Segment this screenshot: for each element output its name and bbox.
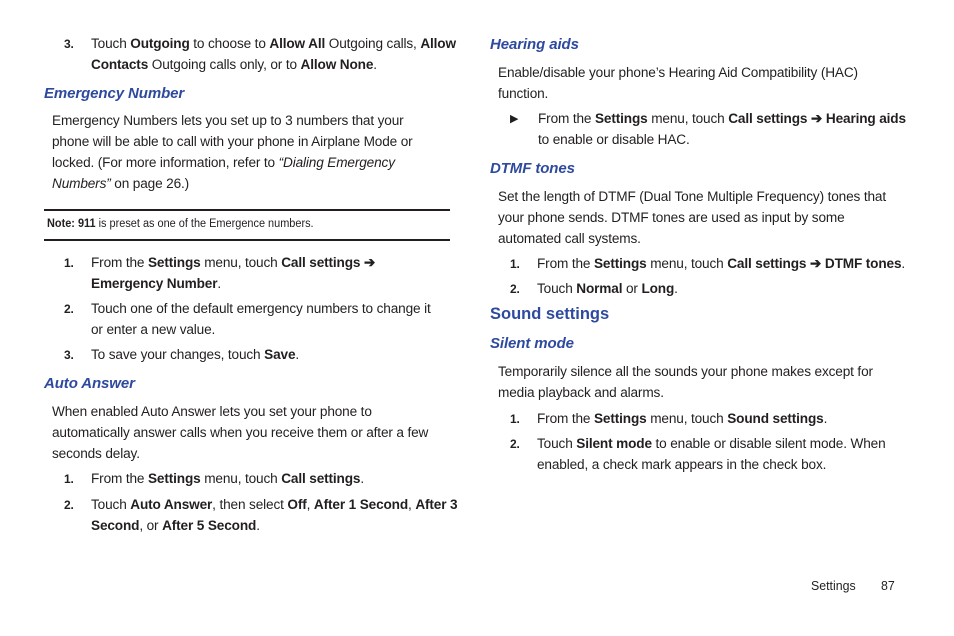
text-run: From the	[537, 411, 594, 427]
paragraph	[52, 402, 436, 465]
section-heading: Auto Answer	[44, 375, 135, 392]
step-text	[537, 434, 886, 476]
ui-term: After 1 Second	[313, 497, 409, 513]
ui-term: Contacts	[91, 57, 149, 73]
step-number: 1.	[510, 257, 520, 271]
text-run: Touch	[91, 497, 131, 513]
paragraph	[498, 63, 888, 105]
step-text	[91, 345, 299, 366]
text-run: to enable or disable silent mode. When	[651, 436, 886, 452]
note-box	[44, 209, 450, 241]
ui-term: Settings	[147, 471, 201, 487]
text-run: .	[360, 471, 364, 487]
ui-term: Long	[641, 281, 675, 297]
text-run: Touch	[537, 281, 577, 297]
ui-term: Normal	[576, 281, 623, 297]
text-run: or	[622, 281, 642, 297]
step-text	[91, 299, 431, 341]
ui-term: Second	[91, 518, 140, 534]
ui-term: Sound settings	[727, 411, 824, 427]
ui-term: Outgoing	[130, 36, 190, 52]
ui-term: Settings	[594, 111, 648, 127]
text-run: seconds delay.	[52, 446, 140, 462]
text-run: Temporarily silence all the sounds your phone makes except for	[498, 364, 873, 380]
text-run: ,	[306, 497, 314, 513]
text-run: menu, touch	[647, 111, 729, 127]
step-number: 3.	[64, 37, 74, 51]
text-run: Set the length of DTMF (Dual Tone Multiple Frequency) tones that	[498, 189, 886, 205]
text-run: .	[674, 281, 678, 297]
text-run: menu, touch	[646, 256, 728, 272]
text-run: to choose to	[189, 36, 270, 52]
section-heading: Hearing aids	[490, 36, 579, 53]
text-run: From the	[538, 111, 595, 127]
step-number: 2.	[64, 498, 74, 512]
ui-term: Call settings ➔	[281, 255, 376, 271]
text-run: Touch	[537, 436, 577, 452]
text-run: .	[373, 57, 377, 73]
note-label: Note: 911	[47, 218, 96, 230]
text-run: .	[256, 518, 260, 534]
cross-reference: “Dialing Emergency	[278, 155, 395, 171]
text-run: .	[217, 276, 222, 292]
text-run: , then select	[212, 497, 288, 513]
text-run: enabled, a check mark appears in the check box.	[537, 457, 827, 473]
ui-term: Allow None	[300, 57, 374, 73]
text-run: on page 26.)	[110, 176, 190, 192]
text-run: is preset as one of the Emergence numbers.	[95, 218, 314, 230]
page-number: 87	[881, 578, 895, 593]
text-run: or enter a new value.	[91, 322, 216, 338]
step-text	[91, 34, 456, 76]
ui-term: Settings	[147, 255, 201, 271]
ui-term: After 5 Second	[162, 518, 257, 534]
text-run: menu, touch	[646, 411, 728, 427]
text-run: locked. (For more information, refer to	[52, 155, 279, 171]
footer-section: Settings	[811, 578, 856, 593]
text-run: .	[295, 347, 300, 363]
step-text	[91, 253, 375, 295]
section-heading: Emergency Number	[44, 85, 185, 102]
text-run: your phone sends. DTMF tones are used as input by some	[498, 210, 845, 226]
step-text	[537, 409, 827, 430]
step-text	[91, 469, 364, 490]
text-run: To save your changes, touch	[91, 347, 265, 363]
paragraph	[498, 362, 888, 404]
text-run: Emergency Numbers lets you set up to 3 numbers that your	[52, 113, 404, 129]
step-text	[537, 279, 678, 300]
section-heading: Silent mode	[490, 335, 574, 352]
text-run: Enable/disable your phone’s Hearing Aid Compatibility (HAC)	[498, 65, 858, 81]
cross-reference: Numbers”	[52, 176, 111, 192]
step-number: 2.	[510, 282, 520, 296]
text-run: function.	[498, 86, 549, 102]
step-number: 2.	[64, 302, 74, 316]
text-run: Touch	[91, 36, 131, 52]
text-run: ,	[408, 497, 416, 513]
ui-term: After 3	[415, 497, 458, 513]
step-number: 3.	[64, 348, 74, 362]
ui-term: Save	[264, 347, 296, 363]
ui-term: Call settings ➔ Hearing aids	[728, 111, 906, 127]
text-run: phone will be able to call with your phone in Airplane Mode or	[52, 134, 413, 150]
text-run: .	[823, 411, 828, 427]
ui-term: Call settings	[281, 471, 361, 487]
text-run: , or	[139, 518, 163, 534]
step-text	[91, 495, 457, 537]
text-run: automatically answer calls when you receive them or after a few	[52, 425, 429, 441]
text-run: Touch one of the default emergency numbers to change it	[91, 301, 431, 317]
step-number: 2.	[510, 437, 520, 451]
ui-term: Auto Answer	[130, 497, 213, 513]
text-run: .	[901, 256, 906, 272]
text-run: From the	[537, 256, 594, 272]
bullet-arrow-icon: ▶	[510, 113, 519, 125]
ui-term: Allow	[420, 36, 456, 52]
step-number: 1.	[64, 472, 74, 486]
ui-term: Silent mode	[576, 436, 652, 452]
ui-term: Off	[287, 497, 307, 513]
text-run: menu, touch	[200, 255, 282, 271]
text-run: media playback and alarms.	[498, 385, 664, 401]
text-run: From the	[91, 471, 148, 487]
text-run: automated call systems.	[498, 231, 641, 247]
section-title: Sound settings	[490, 305, 610, 323]
text-run: menu, touch	[200, 471, 282, 487]
ui-term: Settings	[593, 411, 647, 427]
paragraph	[52, 111, 436, 195]
text-run: When enabled Auto Answer lets you set your phone to	[52, 404, 372, 420]
ui-term: Call settings ➔ DTMF tones	[727, 256, 902, 272]
note-text	[47, 217, 314, 231]
section-heading: DTMF tones	[490, 160, 575, 177]
paragraph	[498, 187, 888, 250]
step-number: 1.	[64, 256, 74, 270]
step-number: 1.	[510, 412, 520, 426]
text-run: From the	[91, 255, 148, 271]
text-run: Outgoing calls,	[325, 36, 421, 52]
step-text	[537, 254, 905, 275]
text-run: to enable or disable HAC.	[538, 132, 690, 148]
bullet-text	[538, 109, 906, 151]
text-run: Outgoing calls only, or to	[148, 57, 301, 73]
ui-term: Emergency Number	[91, 276, 218, 292]
ui-term: Settings	[593, 256, 647, 272]
ui-term: Allow All	[269, 36, 326, 52]
